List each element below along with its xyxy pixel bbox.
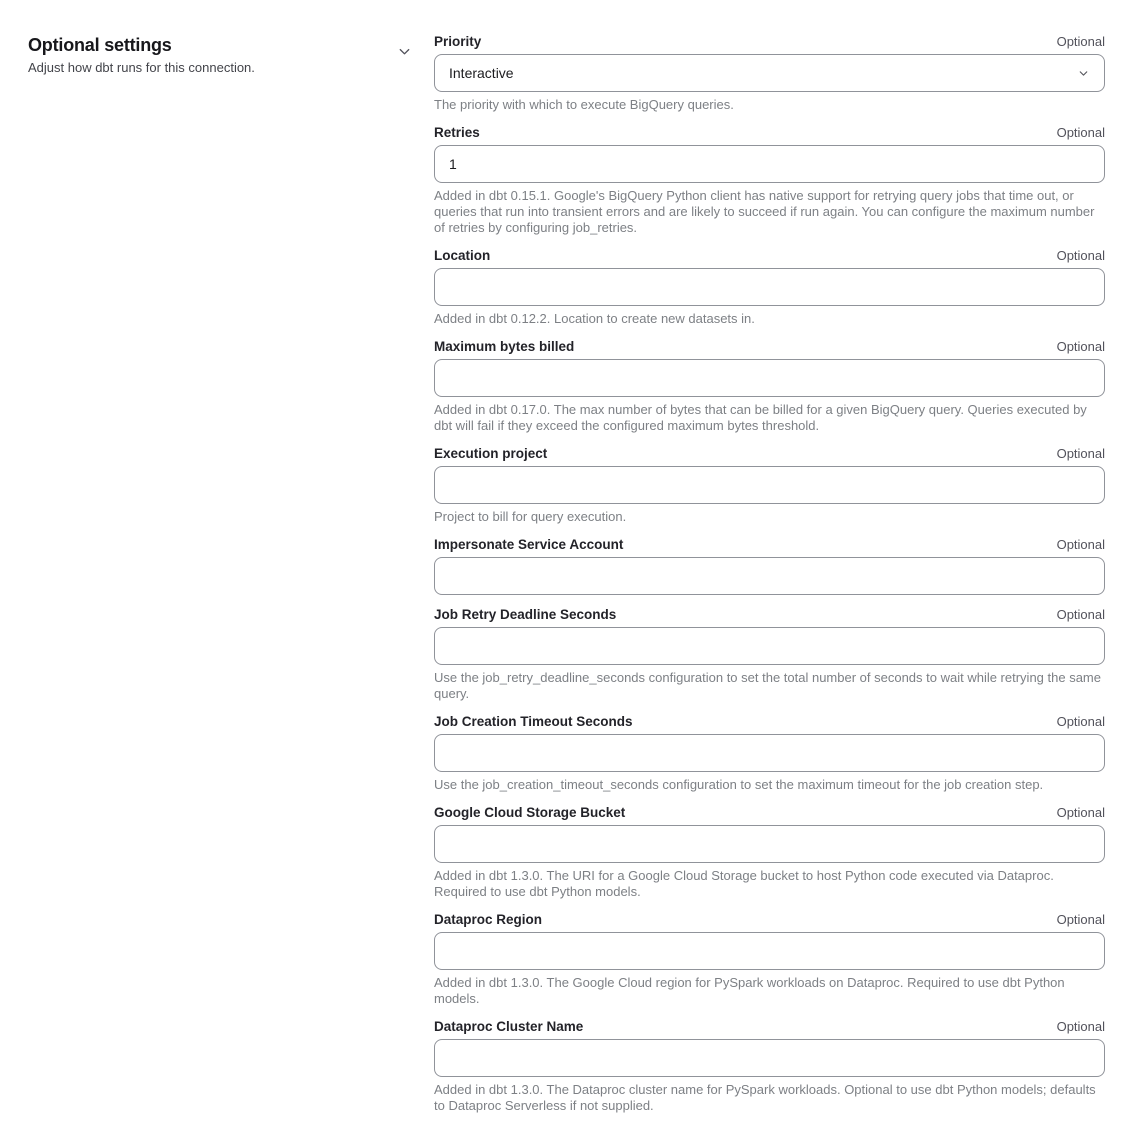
field-help-text: Added in dbt 1.3.0. The URI for a Google Cloud Storage bucket to host Python code executed via Dataproc. Required to use dbt Python models. [434,868,1054,899]
field-label: Dataproc Region [434,912,543,927]
field-job-creation-timeout-seconds [434,714,1105,793]
optional-badge: Optional [1056,446,1105,461]
field-dataproc-region [434,912,1105,1007]
field-help-text: The priority with which to execute BigQuery queries. [434,97,734,112]
google-cloud-storage-bucket-input[interactable] [434,825,1105,863]
settings-form [434,34,1134,1126]
field-google-cloud-storage-bucket [434,805,1105,900]
optional-badge: Optional [1056,1019,1105,1034]
field-label: Dataproc Cluster Name [434,1019,584,1034]
section-title: Optional settings [28,35,172,55]
field-label: Priority [434,34,482,49]
select-selected-value: Interactive [449,65,514,81]
field-maximum-bytes-billed [434,339,1105,434]
optional-badge: Optional [1056,339,1105,354]
field-retries [434,125,1105,236]
section-collapse-toggle[interactable] [396,43,412,59]
field-help-text: Use the job_creation_timeout_seconds configuration to set the maximum timeout for the job creation step. [434,777,1044,792]
chevron-down-icon [397,44,412,59]
section-intro [0,34,412,76]
field-priority [434,34,1105,113]
impersonate-service-account-input[interactable] [434,557,1105,595]
priority-select[interactable] [434,54,1105,92]
optional-badge: Optional [1056,34,1105,49]
field-label: Retries [434,125,480,140]
optional-badge: Optional [1056,607,1105,622]
optional-badge: Optional [1056,248,1105,263]
field-label: Maximum bytes billed [434,339,575,354]
job-retry-deadline-seconds-input[interactable] [434,627,1105,665]
field-job-retry-deadline-seconds [434,607,1105,702]
location-input[interactable] [434,268,1105,306]
field-label: Location [434,248,491,263]
optional-badge: Optional [1056,805,1105,820]
field-label: Job Retry Deadline Seconds [434,607,617,622]
field-help-text: Added in dbt 0.12.2. Location to create new datasets in. [434,311,755,326]
field-label: Job Creation Timeout Seconds [434,714,633,729]
optional-badge: Optional [1056,912,1105,927]
job-creation-timeout-seconds-input[interactable] [434,734,1105,772]
field-dataproc-cluster-name [434,1019,1105,1114]
field-help-text: Added in dbt 0.15.1. Google's BigQuery Python client has native support for retrying query jobs that time out, or queries that run into transient errors and are likely to succeed if run again. You can configure the maximum number of retries by configuring job_retries. [434,188,1095,235]
field-execution-project [434,446,1105,525]
optional-badge: Optional [1056,714,1105,729]
optional-badge: Optional [1056,125,1105,140]
maximum-bytes-billed-input[interactable] [434,359,1105,397]
execution-project-input[interactable] [434,466,1105,504]
dataproc-region-input[interactable] [434,932,1105,970]
field-help-text: Added in dbt 1.3.0. The Dataproc cluster name for PySpark workloads. Optional to use dbt Python models; defaults to Dataproc Serverless if not supplied. [434,1082,1096,1113]
retries-input[interactable] [434,145,1105,183]
chevron-down-icon [1077,67,1090,80]
field-help-text: Added in dbt 0.17.0. The max number of bytes that can be billed for a given BigQuery query. Queries executed by dbt will fail if they exceed the configured maximum bytes threshold. [434,402,1087,433]
field-label: Impersonate Service Account [434,537,624,552]
field-label: Google Cloud Storage Bucket [434,805,626,820]
field-help-text: Added in dbt 1.3.0. The Google Cloud region for PySpark workloads on Dataproc. Required to use dbt Python models. [434,975,1065,1006]
optional-badge: Optional [1056,537,1105,552]
section-subtitle: Adjust how dbt runs for this connection. [28,60,255,75]
field-label: Execution project [434,446,548,461]
field-impersonate-service-account [434,537,1105,595]
field-help-text: Use the job_retry_deadline_seconds configuration to set the total number of seconds to wait while retrying the same query. [434,670,1101,701]
field-location [434,248,1105,327]
field-help-text: Project to bill for query execution. [434,509,627,524]
dataproc-cluster-name-input[interactable] [434,1039,1105,1077]
